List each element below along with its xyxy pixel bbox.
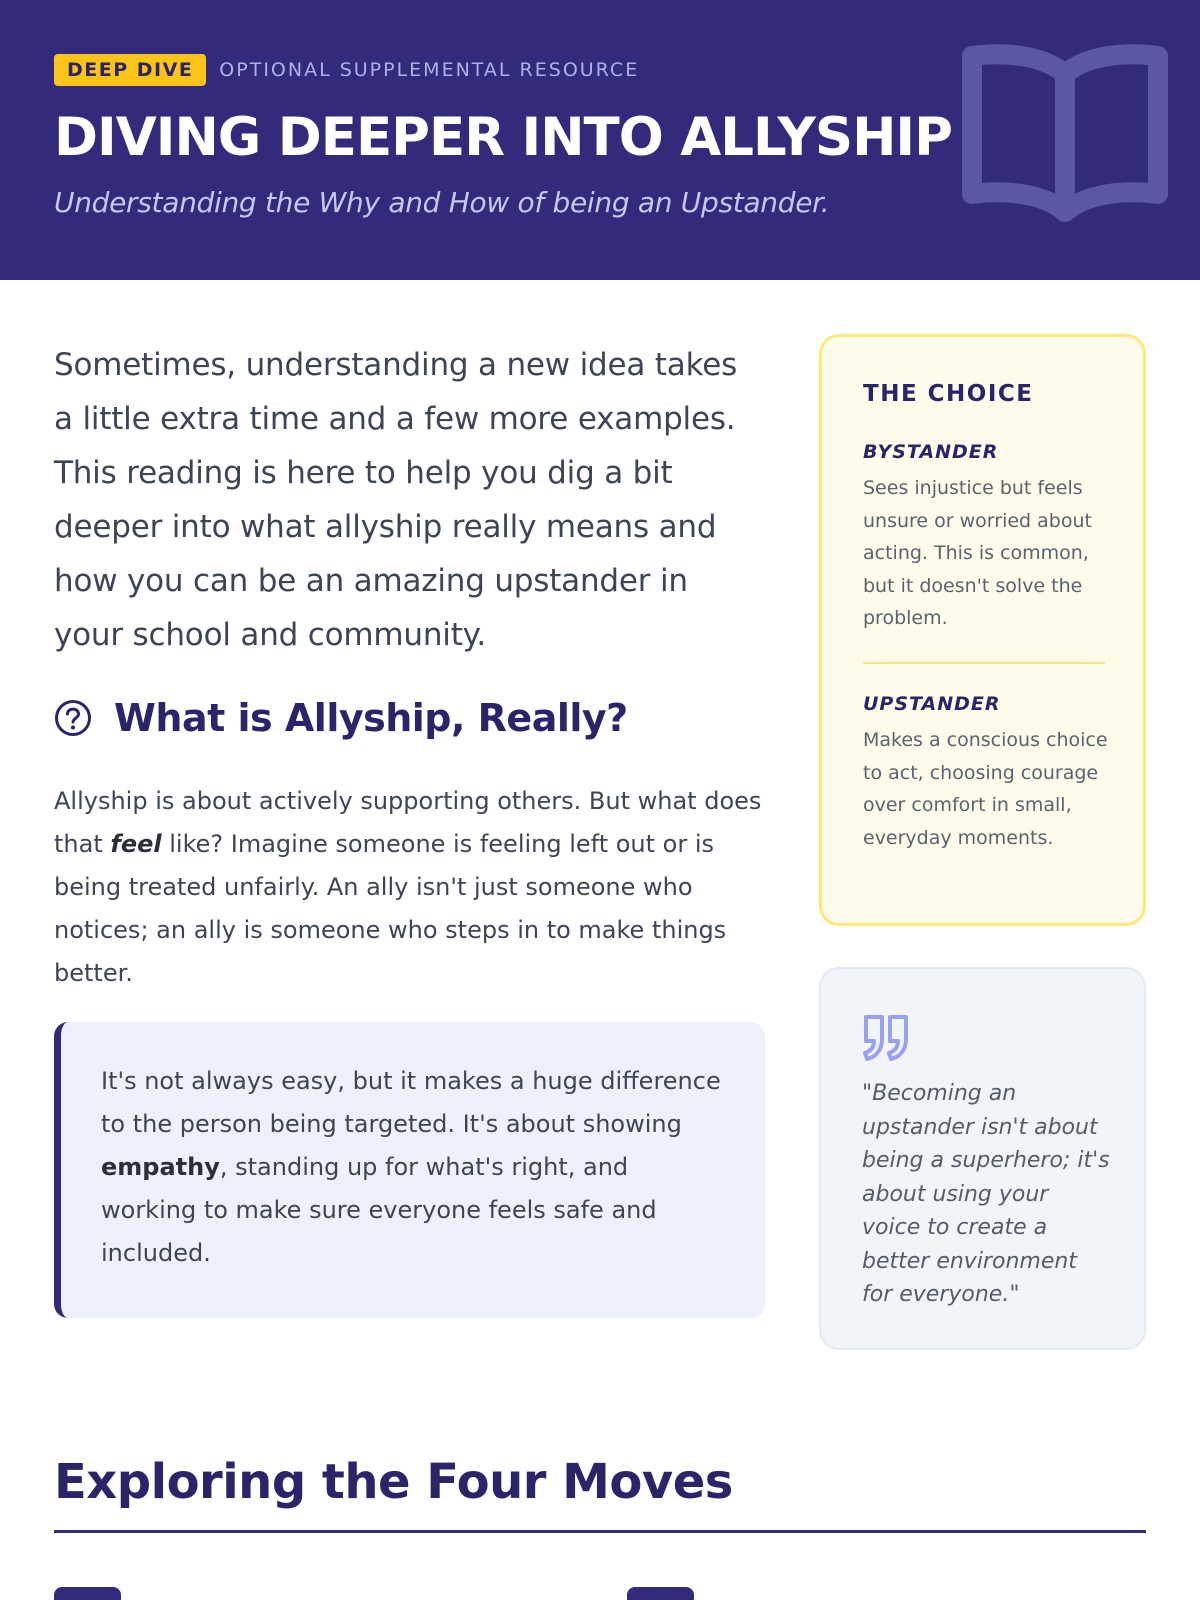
- emphasis-empathy: empathy: [101, 1153, 220, 1181]
- upstander-description: Makes a conscious choice to act, choosing courage over comfort in small, everyday moments.: [863, 729, 1108, 849]
- quote-mark-icon: [861, 1013, 911, 1061]
- tag-row: [54, 54, 1054, 86]
- choice-divider: [863, 662, 1105, 664]
- emphasis-feel: feel: [110, 830, 162, 858]
- quote-card: [819, 967, 1146, 1350]
- hero-banner: [0, 0, 1200, 280]
- page-title: DIVING DEEPER INTO ALLYSHIP: [54, 107, 952, 168]
- callout-text: It's not always easy, but it makes a huge difference to the person being targeted. It's about showing: [101, 1067, 721, 1138]
- bystander-description: Sees injustice but feels unsure or worried about acting. This is common, but it doesn't solve the problem.: [863, 477, 1092, 629]
- four-moves-title: Exploring the Four Moves: [54, 1454, 733, 1510]
- hero-content: [54, 54, 1054, 219]
- intro-paragraph: Sometimes, understanding a new idea takes a little extra time and a few more examples. This reading is here to help you dig a bit deeper into what allyship really means and how you can be an amazing upstander in your school and community.: [54, 347, 738, 653]
- choice-card: [819, 334, 1146, 926]
- question-circle-icon: [54, 699, 92, 737]
- move-card-tab: [627, 1587, 694, 1600]
- allyship-paragraph: [54, 780, 766, 995]
- section-divider: [54, 1530, 1146, 1533]
- section-heading: [54, 696, 628, 740]
- deep-dive-badge: DEEP DIVE: [54, 54, 206, 86]
- move-card-tab: [54, 1587, 121, 1600]
- section-title: What is Allyship, Really?: [114, 696, 628, 740]
- paragraph-text: Allyship is about actively supporting others. But what does that: [54, 787, 762, 858]
- paragraph-text: like? Imagine someone is feeling left out or is being treated unfairly. An ally isn't just someone who notices; an ally is someone who steps in to make things better.: [54, 830, 727, 987]
- upstander-label: UPSTANDER: [863, 693, 1001, 715]
- callout-text: , standing up for what's right, and working to make sure everyone feels safe and included.: [101, 1153, 657, 1267]
- choice-heading: THE CHOICE: [863, 381, 1034, 407]
- bystander-label: BYSTANDER: [863, 441, 999, 463]
- quote-text: "Becoming an upstander isn't about being a superhero; it's about using your voice to create a better environment for everyone.": [862, 1081, 1110, 1307]
- empathy-callout: [54, 1022, 765, 1318]
- page-subtitle: Understanding the Why and How of being an Upstander.: [54, 186, 830, 219]
- resource-kicker: OPTIONAL SUPPLEMENTAL RESOURCE: [219, 59, 640, 81]
